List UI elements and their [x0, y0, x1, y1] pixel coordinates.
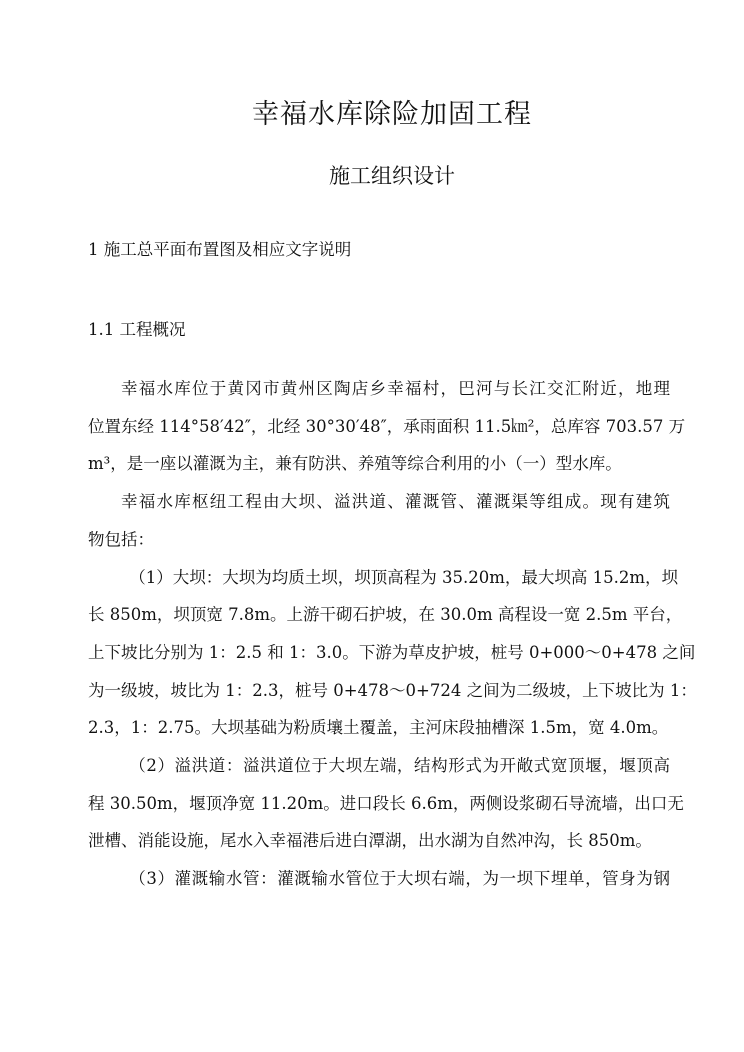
document-title: 幸福水库除险加固工程 — [252, 99, 532, 130]
paragraph-line: 幸福水库枢纽工程由大坝、溢洪道、灌溉管、灌溉渠等组成。现有建筑 — [121, 492, 670, 512]
paragraph-spillway — [88, 747, 684, 860]
paragraph-dam — [88, 559, 697, 748]
paragraph-line: 长 850m，坝顶宽 7.8m。上游干砌石护坡，在 30.0m 高程设一宽 2.5m 平台， — [88, 605, 683, 625]
paragraph-line: 泄槽、消能设施，尾水入幸福港后进白潭湖，出水湖为自然冲沟，长 850m。 — [88, 831, 652, 851]
paragraph-line: 上下坡比分别为 1：2.5 和 1：3.0。下游为草皮护坡，桩号 0+000～0+478 之间 — [88, 642, 696, 662]
section-1-1-heading: 1.1 工程概况 — [88, 320, 186, 339]
document-subtitle: 施工组织设计 — [329, 164, 455, 188]
document-body — [88, 370, 697, 898]
paragraph-line: 物包括： — [88, 529, 154, 549]
paragraph-line: （3）灌溉输水管：灌溉输水管位于大坝右端，为一坝下埋单，管身为钢 — [129, 869, 670, 889]
paragraph-line: m³，是一座以灌溉为主，兼有防洪、养殖等综合利用的小（一）型水库。 — [88, 454, 622, 474]
paragraph-line: 为一级坡，坡比为 1：2.3，桩号 0+478～0+724 之间为二级坡，上下坡比为 1： — [88, 680, 697, 700]
section-1-heading: 1 施工总平面布置图及相应文字说明 — [88, 240, 352, 259]
paragraph-line: （1）大坝：大坝为均质土坝，坝顶高程为 35.20m，最大坝高 15.2m，坝 — [129, 567, 679, 587]
paragraph-line: 位置东经 114°58′42″，北经 30°30′48″，承雨面积 11.5㎞²，总库容 703.57 万 — [88, 416, 686, 436]
paragraph-line: 程 30.50m，堰顶净宽 11.20m。进口段长 6.6m，两侧设浆砌石导流墙，出口无 — [88, 793, 684, 813]
paragraph-composition — [88, 483, 670, 558]
paragraph-location — [88, 370, 686, 483]
paragraph-line: （2）溢洪道：溢洪道位于大坝左端，结构形式为开敞式宽顶堰，堰顶高 — [129, 756, 670, 776]
paragraph-irrigation-pipe — [88, 860, 670, 898]
paragraph-line: 2.3，1：2.75。大坝基础为粉质壤土覆盖，主河床段抽槽深 1.5m，宽 4.0m。 — [88, 718, 669, 738]
paragraph-line: 幸福水库位于黄冈市黄州区陶店乡幸福村，巴河与长江交汇附近，地理 — [121, 379, 670, 398]
